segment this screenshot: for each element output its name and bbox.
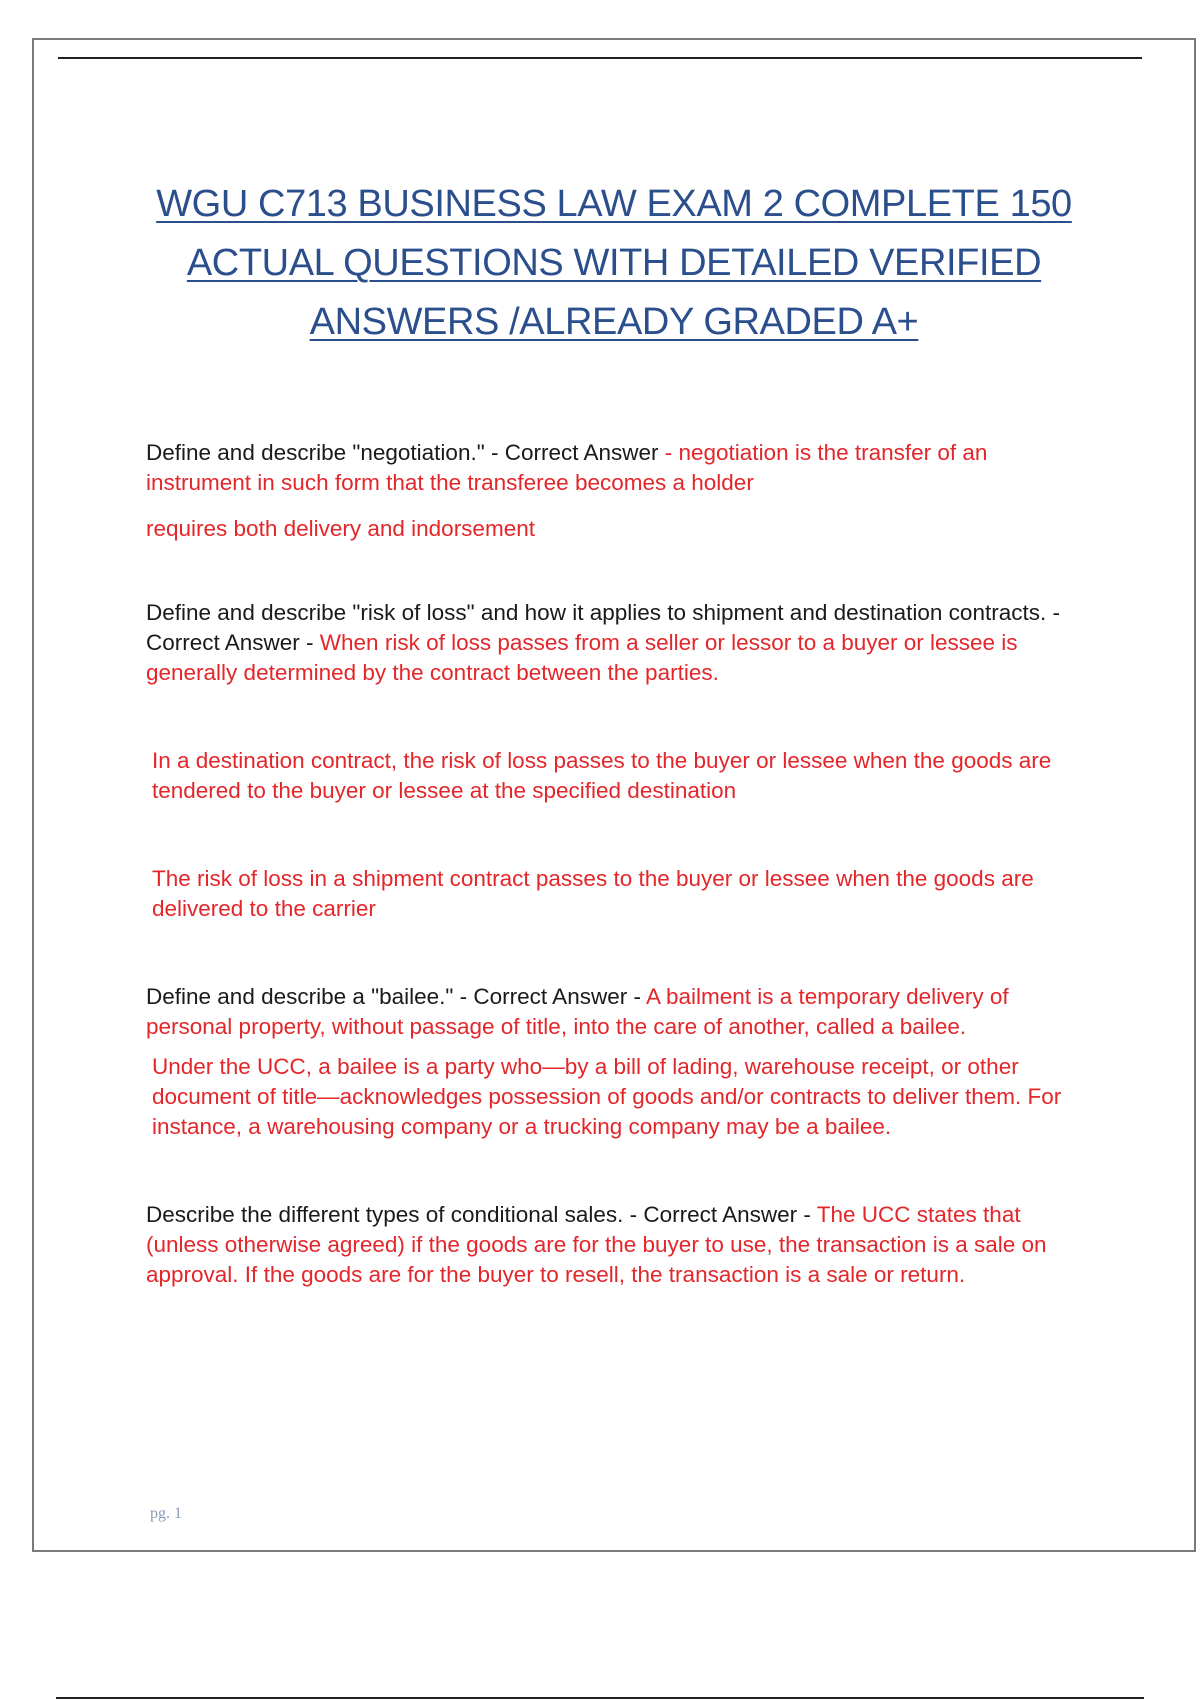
qa-item-conditional-sales <box>146 1200 1090 1290</box>
question-text: Describe the different types of conditional sales. - Correct Answer - <box>146 1202 817 1227</box>
qa-item-bailee <box>146 982 1090 1042</box>
answer-extra: requires both delivery and indorsement <box>146 516 535 541</box>
qa-content <box>146 438 1090 1290</box>
page-number: pg. 1 <box>150 1505 182 1522</box>
answer-extra: The risk of loss in a shipment contract passes to the buyer or lessee when the goods are delivered to the carrier <box>152 866 1034 921</box>
answer-text: The UCC states that (unless otherwise agreed) if the goods are for the buyer to use, the transaction is a sale on approval. If the goods are for the buyer to resell, the transaction is a sale or return. <box>146 1202 1047 1287</box>
answer-extra: In a destination contract, the risk of loss passes to the buyer or lessee when the goods are tendered to the buyer or lessee at the specified destination <box>152 748 1052 803</box>
page <box>32 38 1196 1552</box>
header-rule <box>58 57 1142 59</box>
question-text: Define and describe "risk of loss" and how it applies to shipment and destination contracts. - Correct Answer - <box>146 600 1060 655</box>
answer-extra: Under the UCC, a bailee is a party who—by a bill of lading, warehouse receipt, or other document of title—acknowledges possession of goods and/or contracts to deliver them. For instance, a warehousing company or a trucking company may be a bailee. <box>152 1054 1062 1139</box>
title-line-3: ANSWERS /ALREADY GRADED A+ <box>309 301 919 343</box>
question-text: Define and describe a "bailee." - Correct Answer - <box>146 984 646 1009</box>
next-page-header-rule <box>56 1697 1144 1699</box>
title-line-2: ACTUAL QUESTIONS WITH DETAILED VERIFIED <box>186 242 1042 284</box>
answer-text: - negotiation is the transfer of an instrument in such form that the transferee becomes a holder <box>146 440 988 495</box>
question-text: Define and describe "negotiation." - Correct Answer <box>146 440 659 465</box>
answer-text: When risk of loss passes from a seller or lessor to a buyer or lessee is generally determined by the contract between the parties. <box>146 630 1018 685</box>
qa-item-risk-of-loss <box>146 598 1090 688</box>
qa-item-negotiation <box>146 438 1090 498</box>
answer-text: A bailment is a temporary delivery of personal property, without passage of title, into the care of another, called a bailee. <box>146 984 1009 1039</box>
title-line-1: WGU C713 BUSINESS LAW EXAM 2 COMPLETE 150 <box>156 183 1072 225</box>
document-title <box>94 175 1134 352</box>
